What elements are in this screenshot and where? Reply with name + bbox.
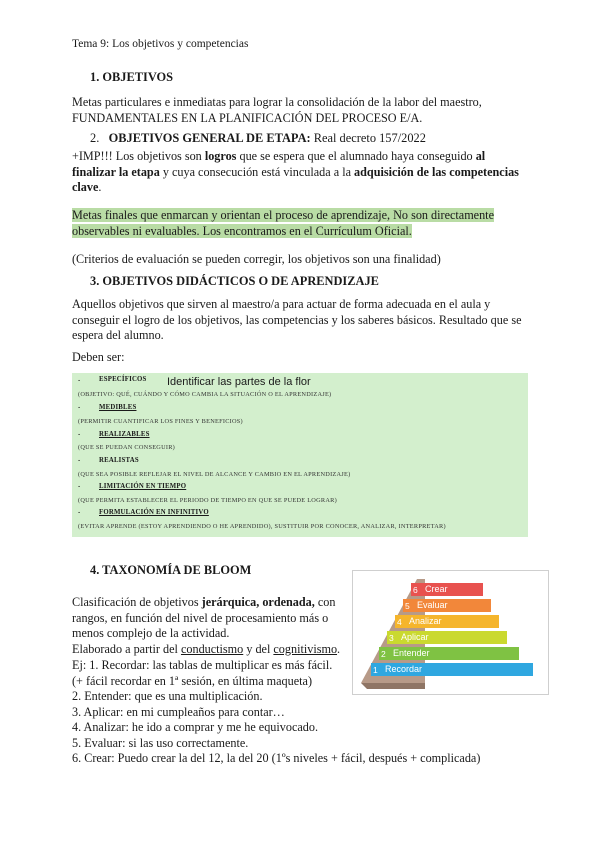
page-header: Tema 9: Los objetivos y competencias [72,38,249,50]
section-4-title: 4. TAXONOMÍA DE BLOOM [90,563,252,577]
level-number: 6 [413,585,418,595]
level-number: 2 [381,649,386,659]
objectives-box: - ESPECÍFICOS (OBJETIVO: QUÉ, CUÁNDO Y CÓMO CAMBIA LA SITUACIÓN O EL APRENDIZAJE) Identificar las partes de la flor - MEDIBLES (PERMITIR CUANTIFICAR LOS FINES Y BENEFICIOS) - REALIZABLES (QUE SE PUEDAN CONSEGUIR) - REALISTAS (QUE SEA POSIBLE REFLEJAR EL NIVEL DE ALCANCE Y CAMBIO EN EL APRENDIZAJE) - LIMITACIÓN EN TIEMPO (QUE PERMITA ESTABLECER EL PERIODO DE TIEMPO EN QUE SE PUEDE LOGRAR) - FORMULACIÓN EN INFINITIVO (EVITAR APRENDE (ESTOY APRENDIENDO O HE APRENDIDO), SUSTITUIR POR CONOCER, ANALIZAR, INTERPRETAR) [72,373,528,537]
section-1-text: Metas particulares e inmediatas para lograr la consolidación de la labor del maestro, FUNDAMENTALES EN LA PLANIFICACIÓN DEL PROCESO E/A. [72,95,482,125]
highlighted-definition: Metas finales que enmarcan y orientan el proceso de aprendizaje, No son directamente observables ni evaluables. Los encontramos en el Currículum Oficial. [72,208,494,238]
level-number: 5 [405,601,410,611]
section-2-note: (Criterios de evaluación se pueden corregir, los objetivos son una finalidad) [72,252,441,266]
level-recordar: Recordar [371,663,533,676]
example-line: 3. Aplicar: en mi cumpleaños para contar… [72,704,285,719]
level-aplicar: Aplicar [387,631,507,644]
bloom-pyramid-image [352,570,549,695]
section-4-text: Clasificación de objetivos jerárquica, ordenada, con rangos, en función del nivel de procesamiento más o menos complejo de la actividad. Elaborado a partir del conductismo y del cognitivismo. [72,595,341,656]
example-line: 5. Evaluar: si las uso correctamente. [72,735,249,750]
section-3-title: 3. OBJETIVOS DIDÁCTICOS O DE APRENDIZAJE [90,274,379,288]
section-1-title: 1. OBJETIVOS [90,70,174,84]
example-line: Ej: 1. Recordar: las tablas de multiplicar es más fácil. [72,658,333,672]
example-line: 2. Entender: que es una multiplicación. [72,689,263,703]
level-number: 3 [389,633,394,643]
section-2-title: 2. OBJETIVOS GENERAL DE ETAPA: Real decreto 157/2022 [90,131,426,145]
level-analizar: Analizar [395,615,499,628]
level-evaluar: Evaluar [403,599,491,612]
example-line: 4. Analizar: he ido a comprar y me he equivocado. [72,720,319,734]
section-2-text: +IMP!!! Los objetivos son logros que se espera que el alumnado haya conseguido al finalizar la etapa y cuya consecución está vinculada a la adquisición de las competencias clave. [72,149,519,194]
level-entender: Entender [379,647,519,660]
example-line: 6. Crear: Puedo crear la del 12, la del 20 (1ºs niveles + fácil, después + complicada) [72,751,481,765]
level-crear: Crear [411,583,483,596]
deben-ser: Deben ser: [72,350,125,364]
level-number: 4 [397,617,402,627]
section-3-text: Aquellos objetivos que sirven al maestro/a para actuar de forma adecuada en el aula y conseguir el logro de los objetivos, las competencias y los saberes básicos. Resultado que se espera del alumno. [72,297,522,342]
box-note: Identificar las partes de la flor [167,376,311,388]
level-number: 1 [373,665,378,675]
example-line: (+ fácil recordar en 1ª sesión, en última maqueta) [72,673,313,688]
